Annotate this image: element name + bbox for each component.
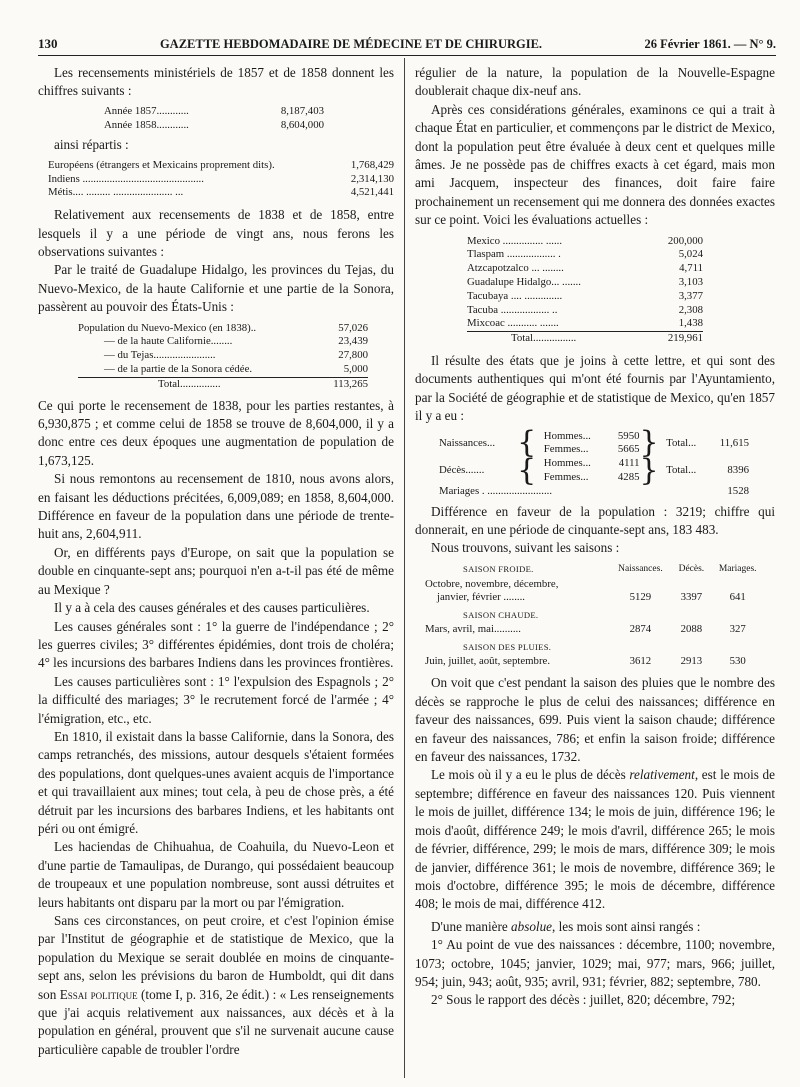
table-row: Tlaspam .................. . 5,024 (467, 248, 703, 261)
table-row: Mexico ............... ...... 200,000 (467, 234, 703, 247)
table-row: Tacuba .................. .. 2,308 (467, 303, 703, 316)
vital-statistics-table (439, 425, 749, 499)
table-row: Atzcapotzalco ... ........ 4,711 (467, 262, 703, 275)
page-header (38, 34, 776, 54)
right-brace: } (639, 453, 659, 489)
population-groups-table (48, 159, 394, 200)
right-column (415, 64, 775, 1010)
paragraph: Par le traité de Guadalupe Hidalgo, les provinces du Tejas, du Nuevo-Mexico, de la haute Californie et une partie de la Sonora, passèrent au pouvoir des États-Unis : (38, 262, 394, 315)
table-row: Juin, juillet, août, septembre. 3612 2913 530 (425, 654, 746, 667)
table-row: Femmes... 4285 (543, 471, 640, 484)
paragraph: D'une manière absolue, les mois sont ainsi rangés : (431, 918, 701, 934)
table-row: janvier, février ........ 5129 3397 641 (437, 591, 746, 604)
page-number: 130 (38, 36, 58, 51)
table-row: Année 1857............ 8,187,403 (104, 104, 324, 117)
table-row: SAISON DES PLUIES. (463, 641, 552, 652)
paragraph: Ce qui porte le recensement de 1838, pour les parties restantes, à 6,930,875 ; et comme celui de 1858 se trouve de 8,604,000, il y a donc entre ces deux époques une augmentation de population de 1,673,125. (38, 397, 394, 468)
table-row: Naissances... { Hommes... 5950 } Total... 11,615 (439, 425, 749, 461)
table-row: Femmes... 5665 (543, 443, 640, 456)
table-row: Année 1858............ 8,604,000 (104, 118, 324, 131)
paragraph: 2° Sous le rapport des décès : juillet, 820; décembre, 792; (431, 992, 736, 1008)
paragraph: Après ces considérations générales, examinons ce qui a trait à chaque État en particulier, et commençons par le district de Mexico, dont la population peut être évaluée à deux cent et quelques mille âmes. Je ne possède pas de chiffres exacts à cet égard, mais mon ami Jacquem, inspecteur des finances, doit faire faire prochainement un recensement qui me donnera des données exactes sur ce point. Voici les évaluations actuelles : (415, 101, 775, 228)
table-row: Tacubaya .... .............. 3,377 (467, 289, 703, 302)
table-total-row: Total............... 113,265 (78, 377, 368, 391)
table-row: — du Tejas....................... 27,800 (104, 349, 368, 362)
table-row: Mars, avril, mai.......... 2874 2088 327 (425, 623, 746, 636)
paragraph: régulier de la nature, la population de la Nouvelle-Espagne doublerait chaque dix-neuf ans. (415, 65, 775, 99)
paragraph: Il y a à cela des causes générales et des causes particulières. (54, 600, 370, 616)
paragraph: Les causes générales sont : 1° la guerre de l'indépendance ; 2° les guerres civiles; 3° différentes épidémies, dont trois de choléra; 4° les incursions des barbares Indiens dans les provinces frontières. (38, 618, 394, 671)
paragraph: Or, en différents pays d'Europe, on sait que la population se double en cinquante-sept ans; pourquoi n'en a-t-il pas été de même au Mexique ? (38, 544, 394, 597)
table-row: SAISON FROIDE. Naissances. Décès. Mariages. (463, 563, 757, 574)
paragraph: Les causes particulières sont : 1° l'expulsion des Espagnols ; 2° la difficulté des mariages; 3° le recrutement forcé de l'armée ; 4° l'émigration, etc., etc. (38, 673, 394, 726)
census-table (104, 105, 324, 133)
table-row: Européens (étrangers et Mexicains proprement dits). 1,768,429 (48, 158, 394, 171)
table-row: Population du Nuevo-Mexico (en 1838).. 57,026 (78, 321, 368, 334)
journal-title: GAZETTE HEBDOMADAIRE DE MÉDECINE ET DE CHIRURGIE. (159, 36, 543, 51)
table-row: Mariages . ........................ 1528 (439, 484, 749, 497)
paragraph: Relativement aux recensements de 1838 et de 1858, entre lesquels il y a une période de vingt ans, nous ferons les observations suivantes : (38, 207, 394, 260)
paragraph: 1° Au point de vue des naissances : décembre, 1100; novembre, 1073; octobre, 1045; janvier, 1029; mai, 977; mars, 966; juillet, 954; juin, 943; août, 935; avril, 931; février, 882; septembre, 780. (415, 937, 775, 989)
table-row: Indiens ............................................. 2,314,130 (48, 172, 394, 185)
table-total-row: Total................ 219,961 (467, 332, 703, 346)
table-row: — de la haute Californie........ 23,439 (104, 335, 368, 348)
table-row: Octobre, novembre, décembre, (425, 577, 559, 590)
paragraph: Nous trouvons, suivant les saisons : (431, 540, 620, 556)
ceded-population-table (78, 322, 368, 392)
table-row: Décès....... { Hommes... 4111 } Total... 8396 (439, 453, 749, 489)
right-brace: } (639, 425, 659, 461)
paragraph: Le mois où il y a eu le plus de décès relativement, est le mois de septembre; différence en faveur des naissances 120. Puis viennent le mois de juillet, différence 134; le mois de juin, différence 196; le mois d'août, différence 249; le mois d'avril, différence 265; le mois de février, différence, 299; le mois de mars, différence 309; le mois de janvier, différence 361; le mois de novembre, différence 369; le mois d'octobre, différence 395; le mois de décembre, différence 408; le mois de mai, différence 412. (415, 767, 775, 912)
left-brace: { (517, 453, 537, 489)
paragraph: En 1810, il existait dans la basse Californie, dans la Sonora, des camps retranchés, des missions, autour desquels s'étaient formées des populations, dont quelques-unes avaient acquis de l'importance et qui travaillaient aux mines; tout cela, à peu de chose près, a été détruit par les incursions des barbares Indiens, et les habitants ont péri ou ont émigré. (38, 728, 394, 836)
header-rule (38, 55, 776, 56)
table-row: — de la partie de la Sonora cédée. 5,000 (104, 363, 368, 376)
paragraph: Différence en faveur de la population : 3219; chiffre qui donnerait, en une période de cinquante-sept ans, 183 483. (415, 503, 775, 538)
book-title: Essai politique (59, 986, 138, 1002)
seasons-table (425, 562, 765, 669)
table-row: Mixcoac ........... ....... 1,438 (467, 317, 703, 330)
paragraph: ainsi répartis : (54, 137, 129, 153)
column-divider (404, 58, 405, 1078)
paragraph: On voit que c'est pendant la saison des pluies que le nombre des décès se rapproche le plus de celui des naissances; différence en faveur des naissances, 699. Puis vient la saison chaude; différence en faveur des naissances, 786; et enfin la saison froide; différence en faveur des naissances, 1732. (415, 675, 775, 765)
paragraph: Sans ces circonstances, on peut croire, et c'est l'opinion émise par l'Institut de géographie et de statistique de Mexico, que la population du Mexique se serait doublée en moins de cinquante-sept ans, selon les prévisions du baron de Humboldt, qui dit dans son Essai politique (tome I, p. 316, 2e édit.) : « Les renseignements que j'ai acquis relativement aux naissances, aux décès et à la population en général, prouvent que s'il ne survenait aucune cause particulière capable de troubler l'ordre (38, 913, 395, 1057)
table-row: Guadalupe Hidalgo... ....... 3,103 (467, 276, 703, 289)
left-brace: { (517, 425, 537, 461)
paragraph: Les haciendas de Chihuahua, de Coahuila, du Nuevo-Leon et d'une partie de Tamaulipas, de Durango, qui possédaient beaucoup de troupeaux et une population nombreuse, sont aussi détruites et leurs habitants ont disparu par la mort ou par l'émigration. (38, 839, 394, 910)
left-column (38, 64, 394, 1059)
paragraph: Les recensements ministériels de 1857 et de 1858 donnent les chiffres suivants : (38, 65, 394, 99)
issue-date: 26 Février 1861. — N° 9. (644, 36, 776, 51)
table-row: Métis.... ......... ...................... ... 4,521,441 (48, 186, 394, 199)
table-row: SAISON CHAUDE. (463, 610, 539, 621)
district-table (467, 235, 703, 346)
paragraph: Si nous remontons au recensement de 1810, nous avons alors, en faisant les déductions précitées, 6,009,089; en 1858, 8,604,000. Différence en faveur de la population dans une période de trente-huit ans, 2,604,911. (38, 471, 394, 542)
paragraph: Il résulte des états que je joins à cette lettre, et qui sont des documents authentiques qui m'ont été fournis par l'Ayuntamiento, par la Société de géographie et de statistique de Mexico, qu'en 1857 il y a eu : (415, 353, 775, 424)
